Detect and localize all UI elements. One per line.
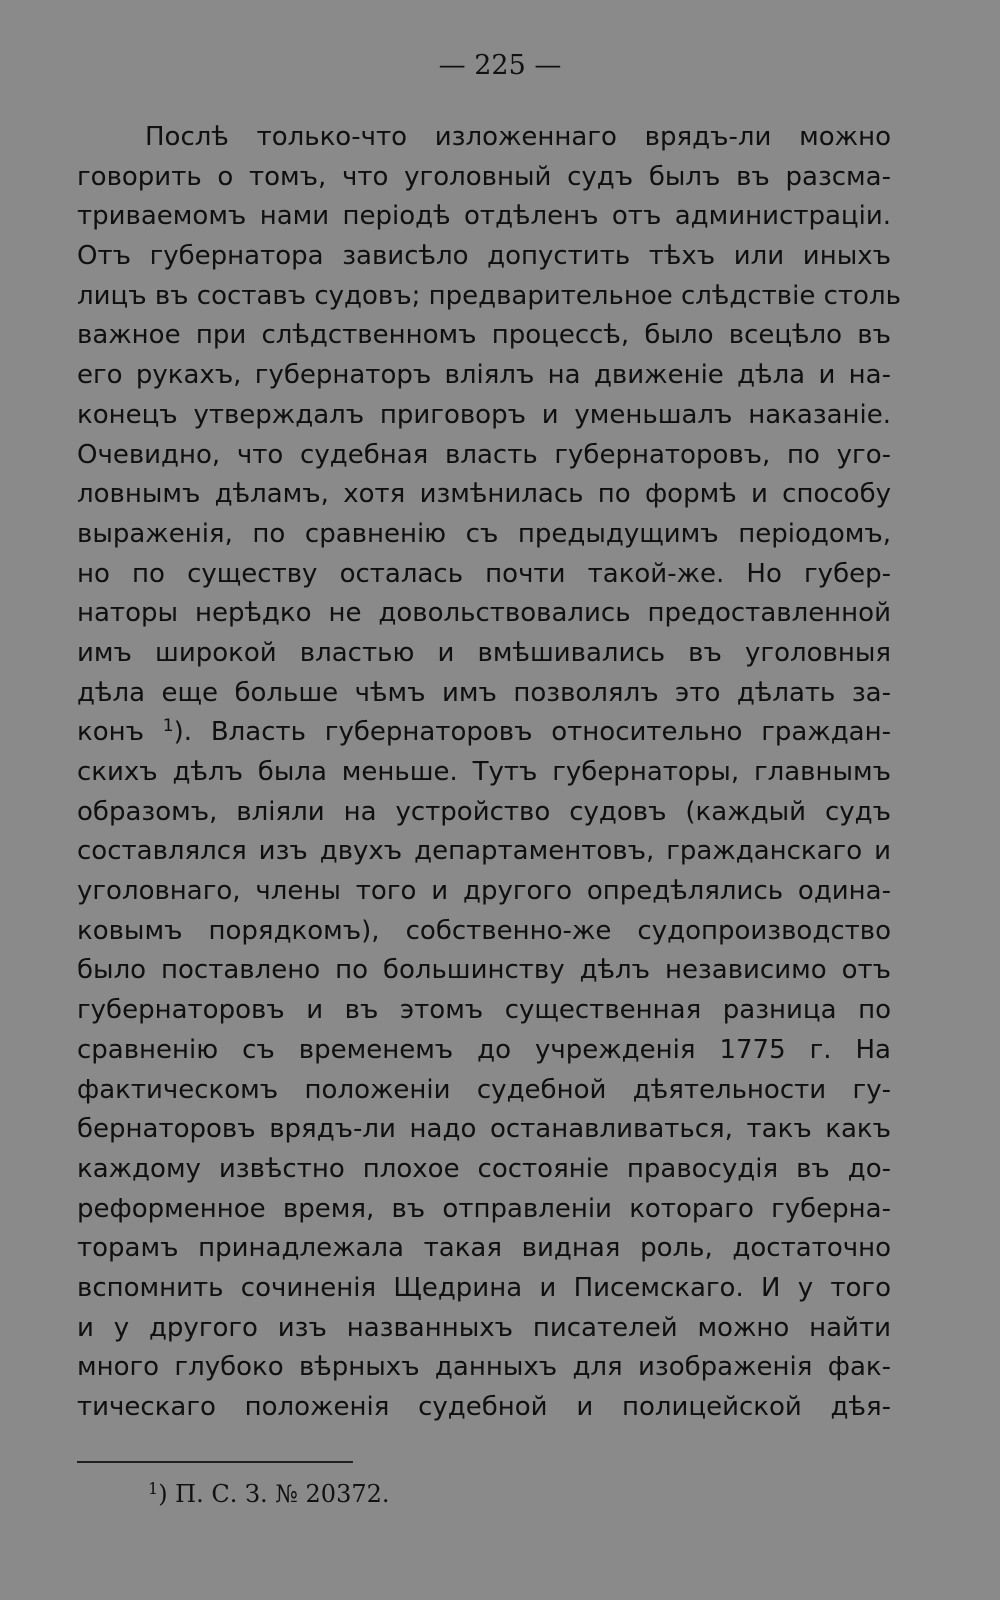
- text-line: ковымъ порядкомъ), собственно-же судопроизводство: [77, 915, 891, 946]
- text-line: лицъ въ составъ судовъ; предварительное слѣдствіе столь: [77, 280, 901, 311]
- text-line: Послѣ только-что изложеннаго врядъ-ли можно: [145, 122, 891, 152]
- text-line: много глубоко вѣрныхъ данныхъ для изображенія фак-: [77, 1352, 891, 1383]
- text-line: имъ широкой властью и вмѣшивались въ уголовныя: [77, 637, 891, 668]
- text-line: сравненію съ временемъ до учрежденія 1775 г. На: [77, 1034, 891, 1065]
- footnote: [148, 1480, 390, 1508]
- text-line: Отъ губернатора зависѣло допустить тѣхъ или иныхъ: [77, 241, 891, 272]
- text-line: тическаго положенія судебной и полицейской дѣя-: [77, 1392, 891, 1422]
- footnote-text: ) П. С. З. № 20372.: [158, 1480, 390, 1508]
- text-line: вспомнить сочиненія Щедрина и Писемскаго. И у того: [77, 1272, 891, 1303]
- text-line: дѣла еще больше чѣмъ имъ позволялъ это дѣлать за-: [77, 677, 891, 708]
- text-line: выраженія, по сравненію съ предыдущимъ періодомъ,: [77, 518, 891, 549]
- text-line: торамъ принадлежала такая видная роль, достаточно: [77, 1233, 891, 1264]
- text-line: говорить о томъ, что уголовный судъ былъ въ разсма-: [77, 161, 891, 192]
- text-line: было поставлено по большинству дѣлъ независимо отъ: [77, 955, 891, 986]
- text-line: бернаторовъ врядъ-ли надо останавливаться, такъ какъ: [77, 1114, 891, 1145]
- text-line: губернаторовъ и въ этомъ существенная разница по: [77, 995, 891, 1026]
- text-line: реформенное время, въ отправленіи котораго губерна-: [77, 1193, 891, 1224]
- text-line: скихъ дѣлъ была меньше. Тутъ губернаторы, главнымъ: [77, 757, 891, 787]
- main-text: [77, 118, 901, 1428]
- text-line: триваемомъ нами періодѣ отдѣленъ отъ администраціи.: [77, 201, 891, 232]
- text-line: важное при слѣдственномъ процессѣ, было всецѣло въ: [77, 320, 891, 351]
- text-line: ловнымъ дѣламъ, хотя измѣнилась по формѣ и способу: [77, 479, 891, 510]
- text-line: фактическомъ положеніи судебной дѣятельности гу-: [77, 1074, 891, 1105]
- text-line: составлялся изъ двухъ департаментовъ, гражданскаго и: [77, 836, 891, 867]
- text-line: Очевидно, что судебная власть губернаторовъ, по уго-: [77, 439, 891, 470]
- text-fragment: конъ: [77, 717, 144, 748]
- text-line: образомъ, вліяли на устройство судовъ (каждый судъ: [77, 796, 891, 827]
- footnote-divider: [77, 1461, 353, 1463]
- text-line: наторы нерѣдко не довольствовались предоставленной: [77, 598, 891, 629]
- text-line: но по существу осталась почти такой-же. Но губер-: [77, 558, 891, 589]
- text-line: конецъ утверждалъ приговоръ и уменьшалъ наказаніе.: [77, 399, 891, 430]
- footnote-reference[interactable]: 1: [162, 716, 174, 737]
- text-line: уголовнаго, члены того и другого опредѣлялись одина-: [77, 876, 891, 907]
- text-line: его рукахъ, губернаторъ вліялъ на движеніе дѣла и на-: [77, 360, 891, 391]
- text-line: каждому извѣстно плохое состояніе правосудія въ до-: [77, 1153, 891, 1184]
- text-line: и у другого изъ названныхъ писателей можно найти: [77, 1312, 891, 1343]
- page-number: — 225 —: [438, 50, 562, 81]
- footnote-marker: 1: [148, 1479, 159, 1498]
- text-fragment: ). Власть губернаторовъ относительно граждан-: [173, 717, 892, 748]
- text-line-with-footnote-ref: [77, 713, 891, 753]
